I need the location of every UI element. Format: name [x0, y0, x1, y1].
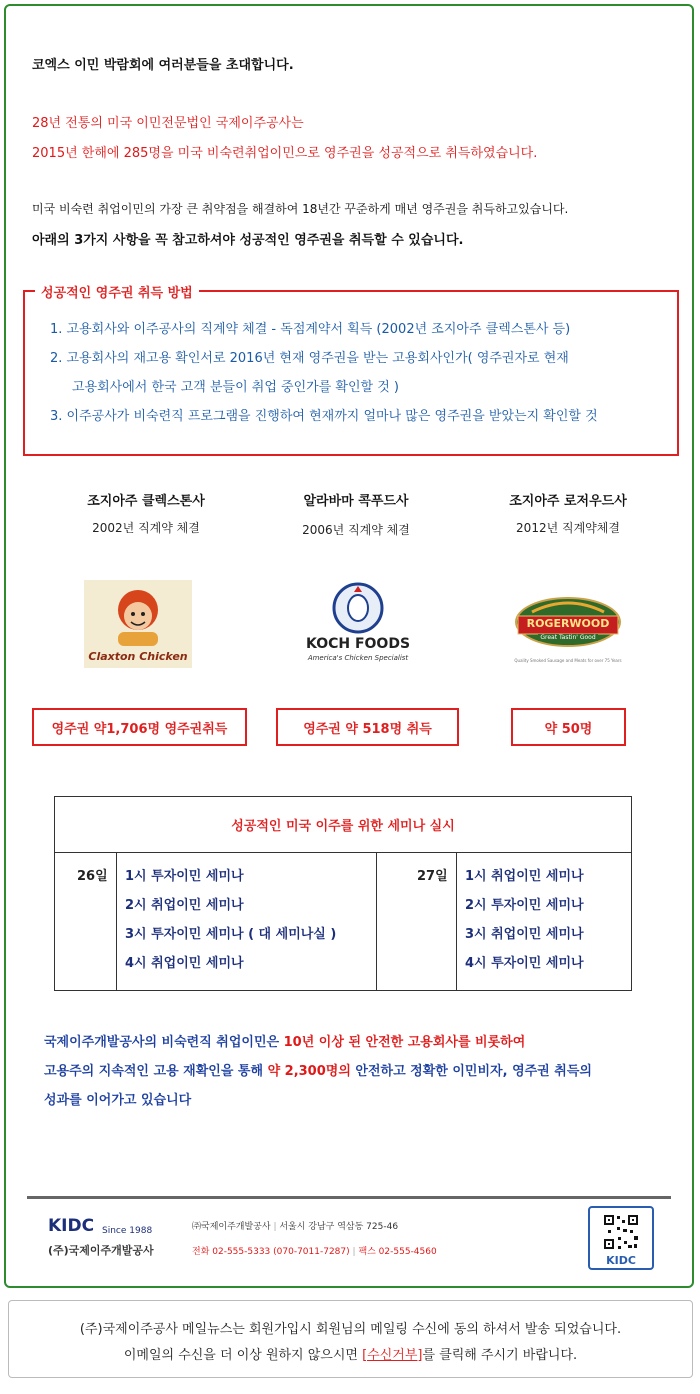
koch-logo-sub: America's Chicken Specialist — [307, 654, 409, 662]
company-sub-1: 2002년 직계약 체결 — [92, 521, 200, 535]
unsubscribe-box — [8, 1300, 693, 1378]
footer-qr — [588, 1206, 654, 1270]
methods-title: 성공적인 영주권 취득 방법 — [35, 282, 199, 301]
footer-phone: 전화 02-555-5333 (070-7011-7287) — [192, 1247, 350, 1257]
koch-chicken-icon — [300, 578, 416, 638]
closing-2-blue-b: 안전하고 정확한 이민비자, 영주권 취득의 — [350, 1064, 592, 1079]
footer-brand-ko: (주)국제이주개발공사 — [48, 1244, 154, 1257]
footer-address: 서울시 강남구 역삼동 725-46 — [279, 1222, 399, 1232]
divider — [376, 852, 377, 991]
seminar-item: 2시 취업이민 세미나 — [125, 898, 244, 913]
rogerwood-logo — [512, 596, 624, 668]
company-name-2: 알라바마 콕푸드사 — [303, 494, 409, 509]
seminar-item: 4시 취업이민 세미나 — [125, 956, 244, 971]
seminar-item: 1시 투자이민 세미나 — [125, 869, 244, 884]
qr-label: KIDC — [606, 1254, 636, 1267]
divider — [116, 852, 117, 991]
qr-code-icon — [590, 1210, 652, 1256]
unsubscribe-line-1: (주)국제이주공사 메일뉴스는 회원가입시 회원님의 메일링 수신에 동의 하셔서 발송 되었습니다. — [79, 1322, 622, 1337]
seminar-table — [54, 796, 632, 991]
method-item-3: 3. 이주공사가 비숙련직 프로그램을 진행하여 현재까지 얼마나 많은 영주권을 받았는지 확인할 것 — [50, 409, 598, 424]
footer-since: Since 1988 — [102, 1226, 153, 1236]
seminar-item: 2시 투자이민 세미나 — [465, 898, 584, 913]
claxton-logo — [84, 580, 192, 668]
closing-line-2 — [44, 1060, 592, 1079]
result-3 — [511, 708, 626, 746]
company-sub-2: 2006년 직계약 체결 — [302, 523, 410, 537]
seminar-day-26: 26일 — [77, 869, 108, 884]
rogerwood-logo-sub: Great Tastin' Good — [538, 634, 598, 641]
unsubscribe-link[interactable]: [수신거부] — [362, 1348, 423, 1363]
footer-contact-line: 전화 02-555-5333 (070-7011-7287) | 팩스 02-555-4560 — [192, 1247, 437, 1257]
seminar-item: 3시 투자이민 세미나 ( 대 세미나실 ) — [125, 927, 337, 942]
invite-headline: 코엑스 이민 박람회에 여러분들을 초대합니다. — [32, 58, 294, 73]
closing-1-blue: 국제이주개발공사의 비숙련직 취업이민은 — [44, 1035, 284, 1050]
method-item-2b: 고용회사에서 한국 고객 분들이 취업 중인가를 확인할 것 ) — [72, 380, 399, 395]
closing-line-3: 성과를 이어가고 있습니다 — [44, 1093, 192, 1108]
result-1 — [32, 708, 247, 746]
closing-1-red: 10년 이상 된 안전한 고용회사를 비롯하여 — [283, 1035, 526, 1050]
unsubscribe-text-b: 를 클릭해 주시기 바랍니다. — [422, 1348, 578, 1363]
unsubscribe-line-2 — [9, 1344, 692, 1363]
company-name-1: 조지아주 클렉스톤사 — [87, 494, 205, 509]
koch-logo — [300, 578, 416, 670]
closing-2-blue-a: 고용주의 지속적인 고용 재확인을 통해 — [44, 1064, 268, 1079]
footer-fax: 팩스 02-555-4560 — [358, 1247, 437, 1257]
footer-company: ㈜국제이주개발공사 — [192, 1222, 271, 1232]
methods-box — [23, 290, 679, 456]
divider — [456, 852, 457, 991]
footer-divider — [27, 1196, 671, 1199]
seminar-item: 1시 취업이민 세미나 — [465, 869, 584, 884]
claxton-logo-text: Claxton Chicken — [88, 650, 188, 663]
intro-red-2: 2015년 한해에 285명을 미국 비숙련취업이민으로 영주권을 성공적으로 취득하였습니다. — [32, 146, 538, 161]
company-name-3: 조지아주 로저우드사 — [509, 494, 627, 509]
rogerwood-logo-text: ROGERWOOD — [526, 617, 610, 630]
seminar-item: 3시 취업이민 세미나 — [465, 927, 584, 942]
koch-logo-text: KOCH FOODS — [305, 636, 411, 652]
closing-line-1 — [44, 1031, 525, 1050]
seminar-day-27: 27일 — [417, 869, 448, 884]
unsubscribe-text-a: 이메일의 수신을 더 이상 원하지 않으시면 — [123, 1348, 363, 1363]
result-1-label: 영주권 약1,706명 영주권취득 — [51, 721, 228, 737]
footer-address-line: ㈜국제이주개발공사 | 서울시 강남구 역삼동 725-46 — [192, 1222, 399, 1232]
closing-2-red: 약 2,300명의 — [267, 1064, 351, 1079]
company-sub-3: 2012년 직계약체결 — [516, 521, 620, 535]
result-2 — [276, 708, 459, 746]
seminar-item: 4시 투자이민 세미나 — [465, 956, 584, 971]
method-item-1: 1. 고용회사와 이주공사의 직계약 체결 - 독점계약서 획득 (2002년 조지아주 클렉스톤사 등) — [50, 322, 571, 337]
result-3-label: 약 50명 — [544, 721, 593, 737]
seminar-title: 성공적인 미국 이주를 위한 세미나 실시 — [55, 797, 631, 853]
method-item-2a: 2. 고용회사의 재고용 확인서로 2016년 현재 영주권을 받는 고용회사인가( 영주권자로 현재 — [50, 351, 569, 366]
intro-plain: 미국 비숙련 취업이민의 가장 큰 취약점을 해결하여 18년간 꾸준하게 매년 영주권을 취득하고있습니다. — [32, 202, 569, 216]
result-2-label: 영주권 약 518명 취득 — [303, 721, 432, 737]
rogerwood-logo-tag: Quality Smoked Sausage and Meats for over 75 Years — [514, 658, 622, 663]
intro-bold: 아래의 3가지 사항을 꼭 참고하셔야 성공적인 영주권을 취득할 수 있습니다. — [32, 233, 464, 248]
footer-brand: KIDC — [48, 1216, 95, 1236]
intro-red-1: 28년 전통의 미국 이민전문법인 국제이주공사는 — [32, 116, 304, 131]
